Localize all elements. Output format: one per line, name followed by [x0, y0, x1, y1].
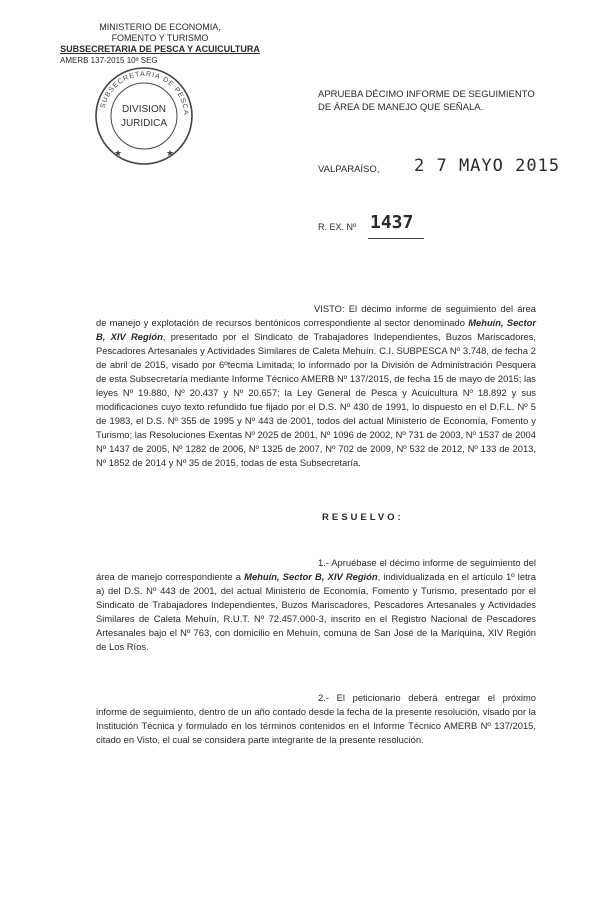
subject-line: APRUEBA DÉCIMO INFORME DE SEGUIMIENTO DE ÁREA DE MANEJO QUE SEÑALA.: [318, 89, 535, 113]
division-juridica-seal: [92, 64, 196, 168]
visto-lead: VISTO: El décimo informe de seguimiento del área de manejo y explotación de recursos bentónicos correspondiente al sector denominado: [96, 303, 536, 328]
visto-rest: , presentado por el Sindicato de Trabajadores Independientes, Buzos Mariscadores, Pescadores Artesanales y Actividades Similares de Caleta Mehuín. C.I. SUBPESCA Nº 3.748, de fecha 2 de abril de 2015, visado por 6ºtecma Limitada; lo informado por la División de Administración Pesquera de esta Subsecretaría mediante Informe Técnico AMERB Nº 137/2015, de fecha 15 de mayo de 2015; las leyes Nº 19.880, Nº 20.437 y Nº 20.657; la Ley General de Pesca y Acuicultura Nº 18.892 y sus modificaciones cuyo texto refundido fue fijado por el D.S. Nº 430 de 1991, lo dispuesto en el D.F.L. Nº 5 de 1983, el D.S. Nº 355 de 1995 y Nº 443 de 2001, todos del actual Ministerio de Economía, Fomento y Turismo; las Resoluciones Exentas Nº 2025 de 2001, Nº 1096 de 2002, Nº 731 de 2003, Nº 1537 de 2004 Nº 1437 de 2005, Nº 1282 de 2006, Nº 1325 de 2007, Nº 702 de 2009, Nº 532 de 2012, Nº 133 de 2013, Nº 1852 de 2014 y Nº 35 de 2015, todas de esta Subsecretaría.: [96, 331, 536, 468]
stamped-date: 2 7 MAYO 2015: [414, 156, 561, 176]
date-line: [318, 156, 578, 180]
rex-number: 1437: [370, 212, 414, 233]
seal-star-left: ★: [114, 148, 123, 158]
subsecretaria-line: SUBSECRETARIA DE PESCA Y ACUICULTURA: [60, 44, 260, 54]
resuelvo-heading: RESUELVO:: [322, 512, 404, 523]
seal-text-juridica: JURIDICA: [120, 118, 168, 129]
rex-underline: [368, 238, 424, 239]
place: VALPARAÍSO,: [318, 164, 380, 175]
seal-star-right: ★: [166, 148, 175, 158]
seal-text-division: DIVISION: [122, 104, 166, 115]
p1-rest: , individualizada en el artículo 1º letra a) del D.S. Nº 443 de 2001, del actual Ministerio de Economía, Fomento y Turismo, presentado por el Sindicato de Trabajadores Independientes, Buzos Mariscadores, Pescadores Artesanales y Actividades Similares de Caleta Mehuín, R.U.T. Nº 72.457.000-3, inscrito en el Registro Nacional de Pescadores Artesanales bajo el Nº 763, con domicilio en Mehuín, comuna de San José de la Mariquina, XIV Región de Los Ríos.: [96, 571, 536, 652]
resolution-number: [318, 214, 518, 240]
p1-sector: Mehuín, Sector B, XIV Región: [244, 571, 378, 582]
ministry-line: MINISTERIO DE ECONOMIA,: [99, 22, 221, 32]
resolution-paragraph-2: 2.- El peticionario deberá entregar el próximo informe de seguimiento, dentro de un año contado desde la fecha de la presente resolución, visado por la Institución Técnica y formulado en los términos contenidos en el Informe Técnico AMERB Nº 137/2015, citado en Visto, el cual se considera parte integrante de la presente resolución.: [96, 692, 536, 745]
visto-sector: Mehuín, Sector B, XIV Región: [96, 317, 537, 342]
resolution-paragraph-1: [96, 556, 536, 654]
p1-lead: 1.- Apruébase el décimo informe de seguimiento del área de manejo correspondiente a: [96, 557, 536, 582]
ministry-line-2: FOMENTO Y TURISMO: [111, 33, 209, 43]
visto-paragraph: [96, 302, 536, 470]
seal-ring-text: SUBSECRETARIA DE PESCA: [99, 70, 190, 116]
rex-label: R. EX. Nº: [318, 222, 357, 232]
letterhead: [60, 22, 260, 66]
file-code: AMERB 137-2015 10º SEG: [60, 56, 158, 65]
